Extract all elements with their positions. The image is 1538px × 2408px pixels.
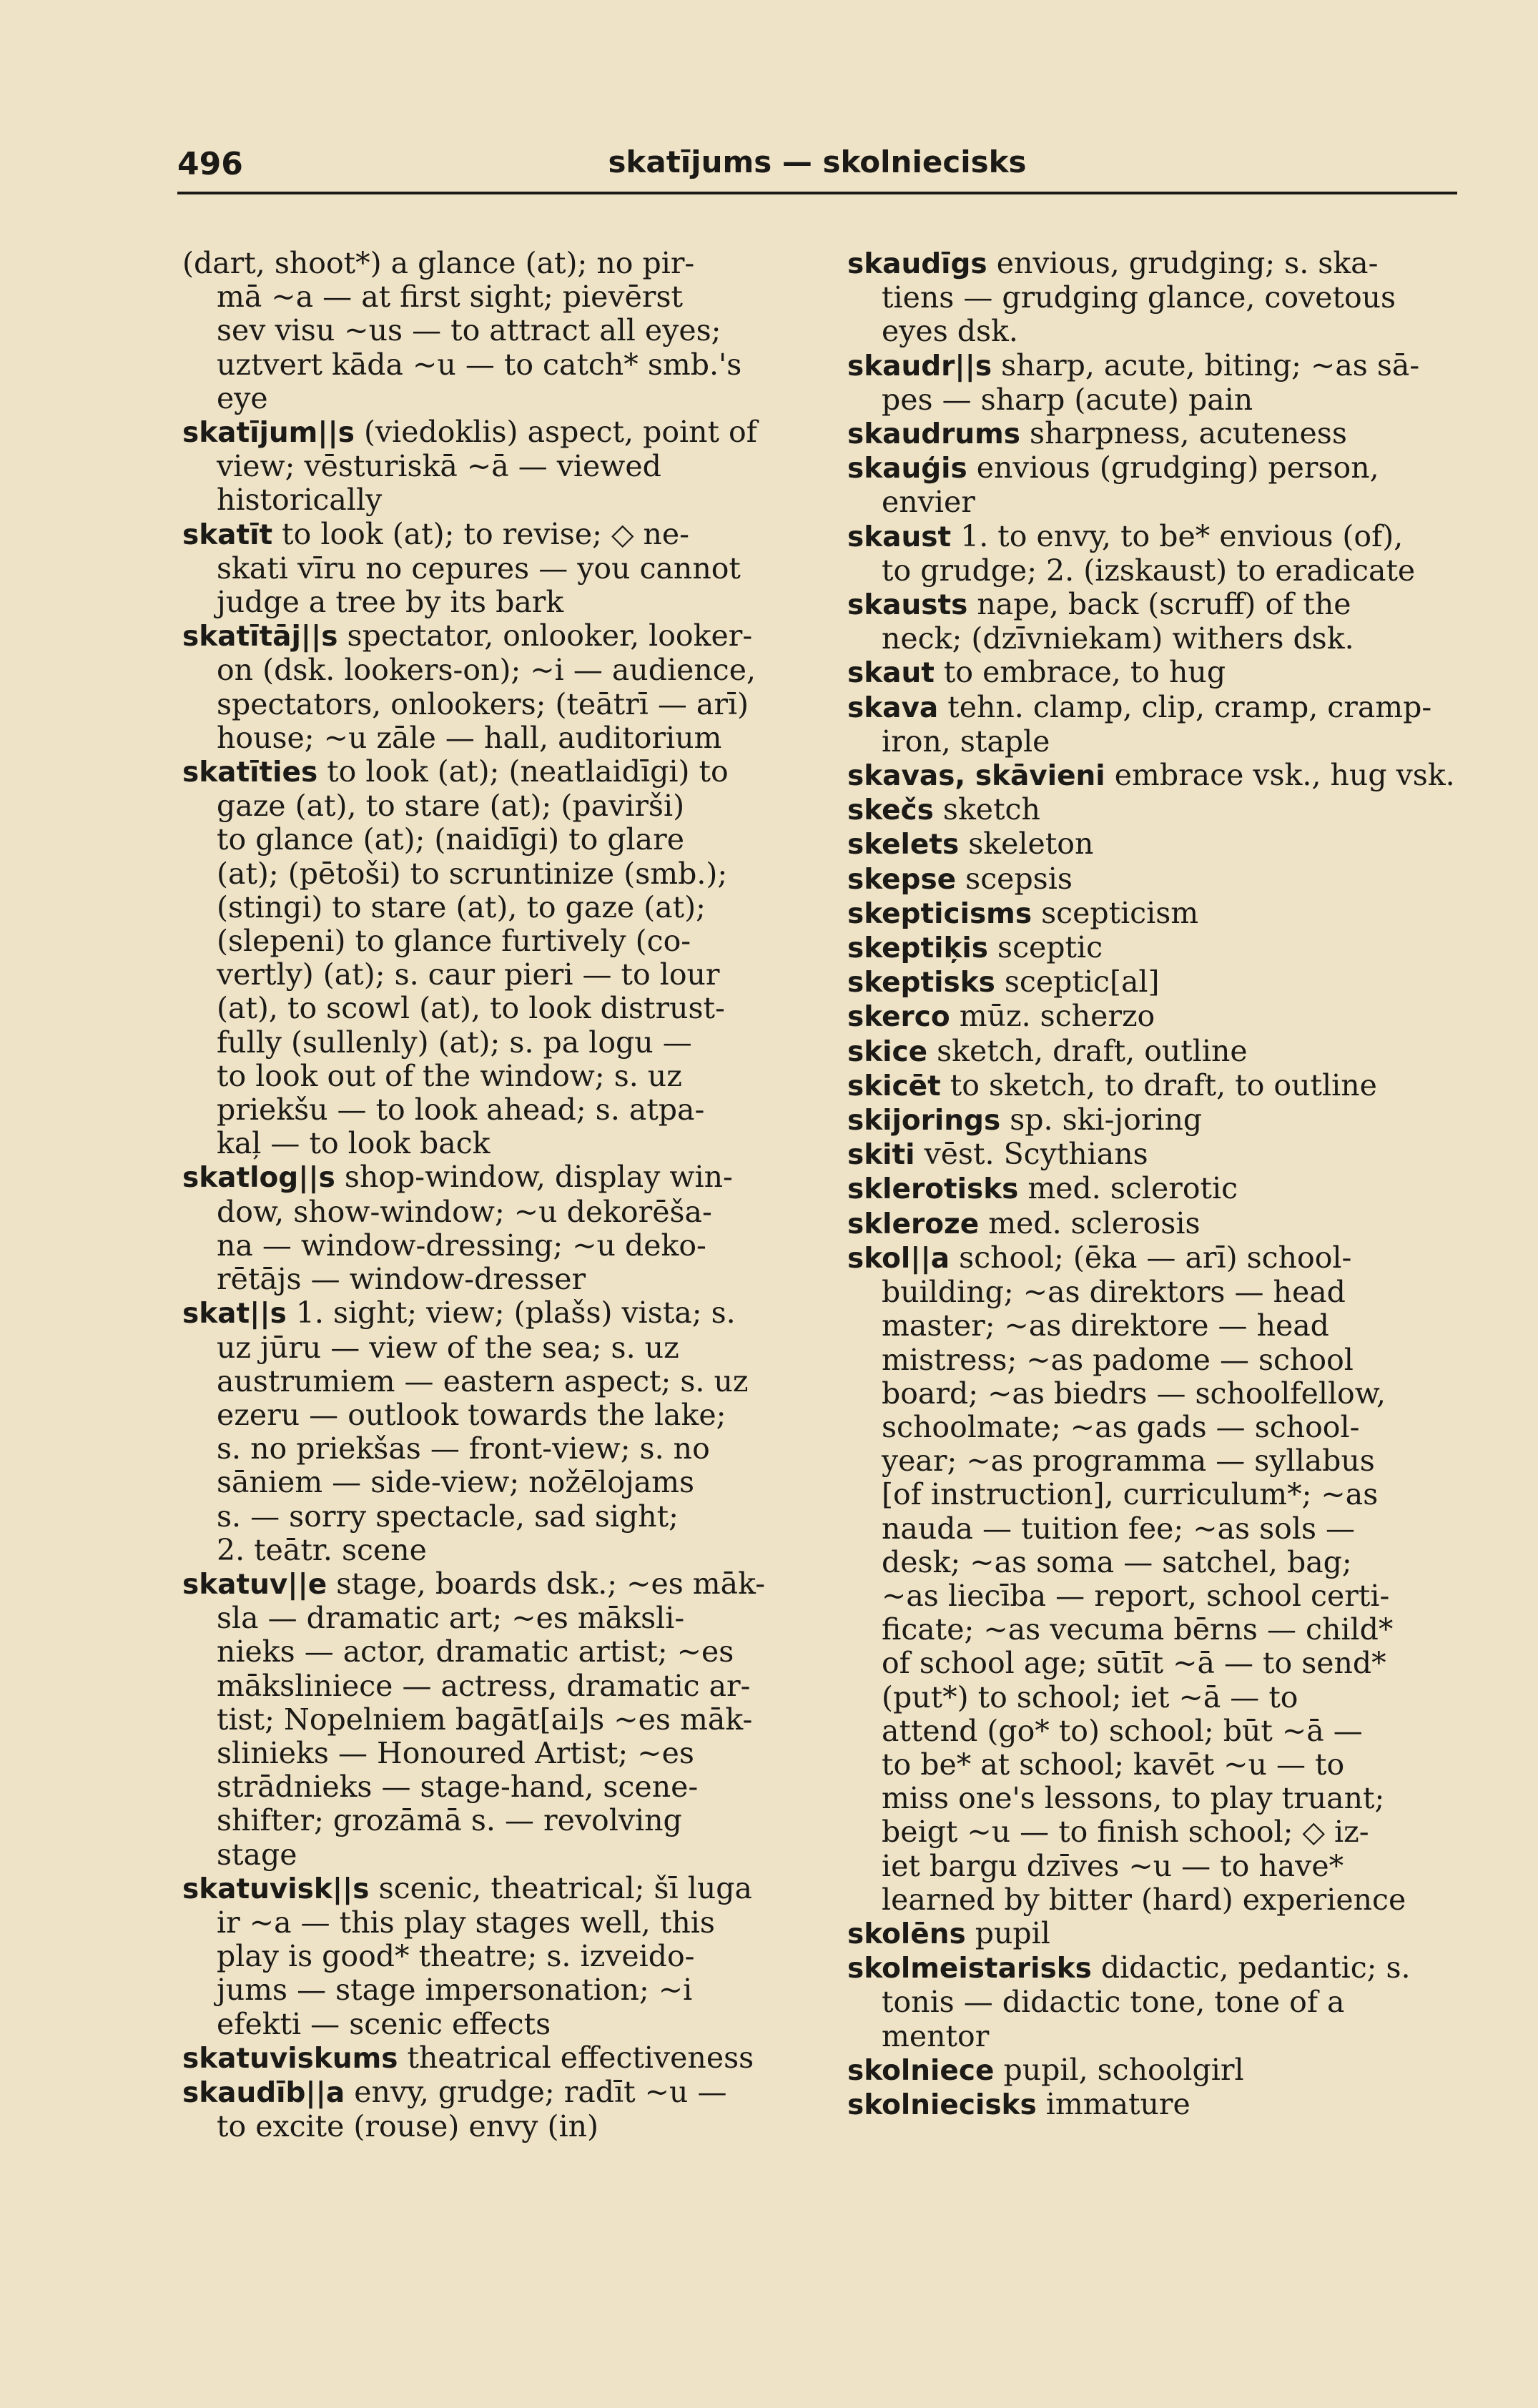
entry-headword: skerco bbox=[847, 1001, 950, 1034]
dictionary-entry bbox=[847, 2053, 1462, 2088]
entry-headword: skolniece bbox=[847, 2054, 995, 2087]
entry-headword: skatlog||s bbox=[182, 1162, 335, 1195]
dictionary-entry bbox=[847, 1138, 1462, 1172]
entry-headword: skatīties bbox=[182, 756, 318, 789]
right-column bbox=[847, 247, 1462, 2122]
entry-definition: immature bbox=[1036, 2086, 1191, 2121]
entry-headword: skavas, skāvieni bbox=[847, 760, 1105, 793]
entry-headword: skatuvisk||s bbox=[182, 1872, 370, 1905]
entry-definition: sceptic[al] bbox=[995, 964, 1160, 1000]
entry-definition: pupil, schoolgirl bbox=[994, 2052, 1244, 2087]
entry-definition: to sketch, to draft, to outline bbox=[940, 1067, 1377, 1102]
entry-headword: skleroze bbox=[847, 1208, 980, 1240]
entry-headword: skolmeistarisks bbox=[847, 1953, 1092, 1985]
left-column bbox=[182, 247, 797, 2143]
entry-definition: med. sclerotic bbox=[1018, 1171, 1238, 1206]
entry-definition: nape, back (scruff) of the neck; (dzīvniekam) withers dsk. bbox=[882, 587, 1354, 656]
dictionary-entry bbox=[847, 520, 1462, 588]
dictionary-entry bbox=[182, 415, 797, 518]
entry-definition: skeleton bbox=[959, 826, 1094, 862]
dictionary-entry bbox=[847, 656, 1462, 690]
entry-definition: 1. sight; view; (plašs) vista; s. uz jūru — view of the sea; s. uz austrumiem — eastern aspect; s. uz ezeru — outlook towards the lake; s. no priekšas — front-view; s. no sāniem — side-view; nožēlojams s. — sorry spectacle, sad sight; 2. teātr. scene bbox=[217, 1296, 749, 1567]
entry-definition: envy, grudge; radīt ~u — to excite (rouse) envy (in) bbox=[217, 2074, 727, 2144]
entry-definition: theatrical effectiveness bbox=[398, 2040, 754, 2075]
entry-definition: scepsis bbox=[956, 861, 1073, 896]
entry-headword: skatīt bbox=[182, 518, 273, 551]
entry-headword: skatuviskums bbox=[182, 2042, 398, 2075]
entry-definition: embrace vsk., hug vsk. bbox=[1105, 758, 1455, 793]
entry-definition: school; (ēka — arī) school- building; ~as direktors — head master; ~as direktore — head mistress; ~as padome — school board; ~as biedrs — schoolfellow, schoolmate; ~as gads — school- year; ~as programma — syllabus [of instruction], curriculum*; ~as nauda — tuition fee; ~as sols — desk; ~as soma — satchel, bag; ~as liecība — report, school certi- ficate; ~as vecuma bērns — child* of school age; sūtīt ~ā — to send* (put*) to school; iet ~ā — to attend (go* to) school; būt ~ā — to be* at school; kavēt ~u — to miss one's lessons, to play truant; beigt ~u — to finish school; ◇ iz- iet bargu dzīves ~u — to have* learned by bitter (hard) experience bbox=[882, 1240, 1406, 1917]
entry-definition: 1. to envy, to be* envious (of), to grudge; 2. (izskaust) to eradicate bbox=[882, 518, 1416, 588]
entry-headword: skatījum||s bbox=[182, 417, 355, 450]
entry-headword: skiti bbox=[847, 1139, 915, 1172]
dictionary-entry bbox=[847, 349, 1462, 417]
dictionary-entry bbox=[182, 1296, 797, 1567]
entry-headword: skatītāj||s bbox=[182, 621, 338, 653]
entry-definition: med. sclerosis bbox=[979, 1205, 1201, 1240]
dictionary-entry bbox=[847, 1951, 1462, 2053]
page-header bbox=[177, 142, 1457, 192]
dictionary-entry bbox=[182, 2041, 797, 2076]
entry-headword: skaust bbox=[847, 520, 952, 553]
header-rule bbox=[177, 192, 1457, 194]
entry-definition: scepticism bbox=[1032, 895, 1199, 930]
dictionary-entry bbox=[847, 965, 1462, 1000]
dictionary-entry bbox=[847, 897, 1462, 931]
dictionary-entry bbox=[847, 793, 1462, 827]
entry-headword: skicēt bbox=[847, 1070, 941, 1102]
entry-headword: skolniecisks bbox=[847, 2088, 1037, 2121]
entry-headword: skolēns bbox=[847, 1918, 966, 1950]
running-head: skatījums — skolniecisks bbox=[608, 144, 1027, 179]
entry-definition: sceptic bbox=[988, 930, 1103, 965]
entry-headword: skaudrums bbox=[847, 418, 1020, 451]
entry-headword: skijorings bbox=[847, 1105, 1001, 1138]
entry-headword: sklerotisks bbox=[847, 1173, 1019, 1206]
entry-definition: vēst. Scythians bbox=[915, 1137, 1148, 1172]
entry-headword: skepticisms bbox=[847, 897, 1032, 930]
dictionary-entry bbox=[847, 247, 1462, 349]
entry-definition: didactic, pedantic; s. tonis — didactic tone, tone of a mentor bbox=[882, 1950, 1411, 2053]
entry-definition: spectator, onlooker, looker- on (dsk. lookers-on); ~i — audience, spectators, onlookers; (teātrī — arī) house; ~u zāle — hall, auditorium bbox=[217, 618, 756, 755]
entry-headword: skeptisks bbox=[847, 967, 995, 1000]
entry-definition: (dart, shoot*) a glance (at); no pir- mā ~a — at first sight; pievērst sev visu ~us — to attract all eyes; uztvert kāda ~u — to catch* smb.'s eye bbox=[182, 246, 742, 415]
entry-definition: envious, grudging; s. ska- tiens — grudging glance, covetous eyes dsk. bbox=[882, 246, 1396, 349]
dictionary-entry bbox=[847, 759, 1462, 793]
entry-headword: skečs bbox=[847, 794, 934, 827]
entry-definition: sp. ski-joring bbox=[1000, 1102, 1203, 1138]
entry-definition: shop-window, display win- dow, show-window; ~u dekorēša- na — window-dressing; ~u deko- rētājs — window-dresser bbox=[217, 1160, 733, 1297]
entry-definition: (viedoklis) aspect, point of view; vēsturiskā ~ā — viewed historically bbox=[217, 415, 757, 518]
entry-headword: skelets bbox=[847, 829, 960, 862]
entry-headword: skaudīgs bbox=[847, 248, 987, 280]
entry-definition: to embrace, to hug bbox=[934, 655, 1226, 690]
dictionary-entry bbox=[847, 1207, 1462, 1241]
dictionary-entry bbox=[182, 247, 797, 415]
entry-headword: skaudr||s bbox=[847, 350, 992, 383]
dictionary-entry bbox=[847, 2088, 1462, 2122]
dictionary-entry bbox=[847, 862, 1462, 897]
dictionary-entry bbox=[847, 1103, 1462, 1138]
entry-headword: skaut bbox=[847, 657, 935, 690]
entry-headword: skava bbox=[847, 691, 939, 724]
dictionary-entry bbox=[847, 1172, 1462, 1206]
dictionary-entry bbox=[847, 691, 1462, 759]
entry-headword: skice bbox=[847, 1035, 928, 1068]
dictionary-entry bbox=[182, 1160, 797, 1296]
entry-definition: sharp, acute, biting; ~as sā- pes — sharp (acute) pain bbox=[882, 347, 1420, 417]
entry-headword: skeptiķis bbox=[847, 932, 988, 965]
dictionary-entry bbox=[182, 1567, 797, 1872]
dictionary-entry bbox=[182, 1872, 797, 2041]
dictionary-entry bbox=[847, 1035, 1462, 1069]
entry-headword: skatuv||e bbox=[182, 1568, 327, 1601]
entry-headword: skepse bbox=[847, 863, 957, 896]
entry-definition: pupil bbox=[965, 1915, 1050, 1950]
entry-headword: skol||a bbox=[847, 1242, 950, 1275]
entry-definition: sharpness, acuteness bbox=[1020, 416, 1347, 451]
dictionary-entry bbox=[182, 2076, 797, 2143]
entry-definition: sketch bbox=[933, 792, 1040, 827]
page-number: 496 bbox=[177, 146, 243, 182]
entry-headword: skauģis bbox=[847, 453, 967, 485]
dictionary-entry bbox=[847, 417, 1462, 451]
dictionary-entry bbox=[847, 1000, 1462, 1034]
entry-definition: sketch, draft, outline bbox=[927, 1033, 1248, 1068]
dictionary-entry bbox=[847, 588, 1462, 656]
dictionary-entry bbox=[182, 518, 797, 620]
entry-definition: mūz. scherzo bbox=[950, 999, 1155, 1034]
dictionary-entry bbox=[847, 931, 1462, 965]
entry-headword: skaudīb||a bbox=[182, 2076, 345, 2109]
dictionary-entry bbox=[847, 1917, 1462, 1951]
entry-headword: skat||s bbox=[182, 1298, 287, 1331]
dictionary-entry bbox=[847, 1069, 1462, 1103]
dictionary-entry bbox=[847, 1241, 1462, 1917]
entry-definition: stage, boards dsk.; ~es māk- sla — dramatic art; ~es māksli- nieks — actor, dramatic artist; ~es māksliniece — actress, dramatic ar- tist; Nopelniem bagāt[ai]s ~es māk- slinieks — Honoured Artist; ~es strādnieks — stage-hand, scene- shifter; grozāmā s. — revolving stage bbox=[217, 1566, 766, 1872]
entry-definition: scenic, theatrical; šī luga ir ~a — this play stages well, this play is good* theatre; s. izveido- jums — stage impersonation; ~i efekti — scenic effects bbox=[217, 1870, 752, 2041]
entry-headword: skausts bbox=[847, 589, 968, 622]
dictionary-entry bbox=[847, 827, 1462, 862]
dictionary-entry bbox=[182, 619, 797, 755]
entry-definition: to look (at); (neatlaidīgi) to gaze (at), to stare (at); (pavirši) to glance (at); (naidīgi) to glare (at); (pētoši) to scruntinize (smb.); (stingi) to stare (at), to gaze (at); (slepeni) to glance furtively (co- vertly) (at); s. caur pieri — to lour (at), to scowl (at), to look distrust- fully (sullenly) (at); s. pa logu — to look out of the window; s. uz priekšu — to look ahead; s. atpa- kaļ — to look back bbox=[217, 754, 729, 1161]
entry-definition: to look (at); to revise; ◇ ne- skati vīru no cepures — you cannot judge a tree by its bark bbox=[217, 516, 741, 620]
entry-definition: tehn. clamp, clip, cramp, cramp- iron, staple bbox=[882, 689, 1432, 759]
dictionary-entry bbox=[182, 755, 797, 1160]
dictionary-entry bbox=[847, 451, 1462, 519]
entry-definition: envious (grudging) person, envier bbox=[882, 450, 1379, 520]
